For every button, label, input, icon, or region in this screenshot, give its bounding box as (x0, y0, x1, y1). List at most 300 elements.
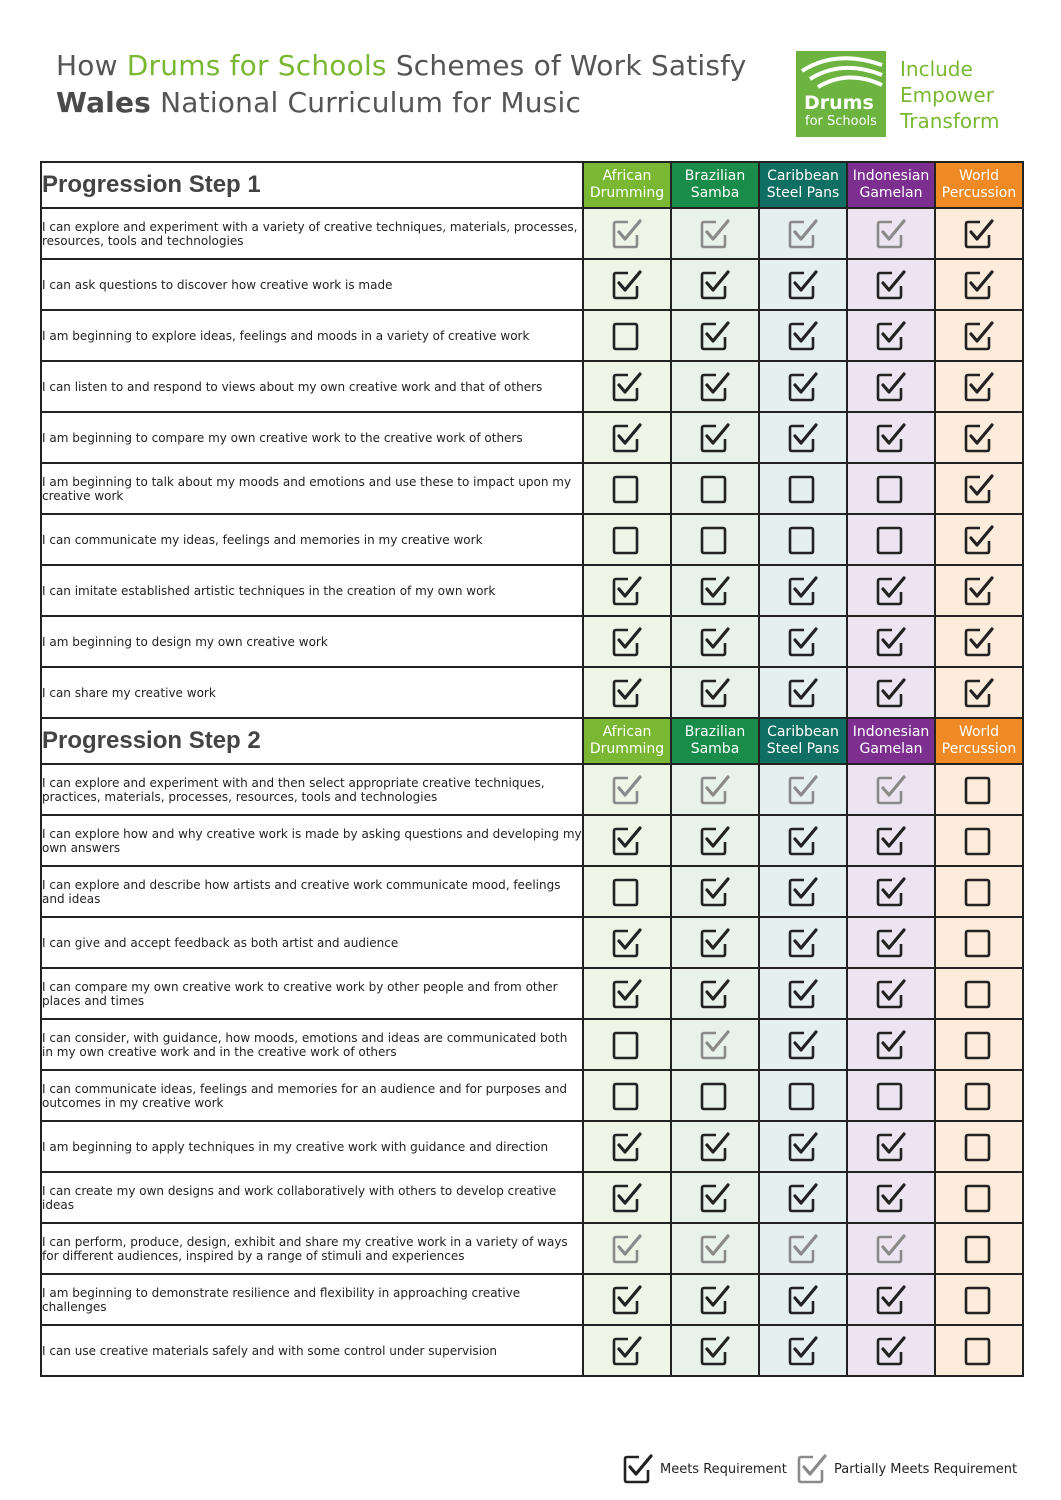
meets-check-icon (699, 677, 731, 709)
criterion-text: I am beginning to compare my own creative work to the creative work of others (41, 412, 583, 463)
empty-box-icon (875, 1080, 907, 1112)
status-cell-carib (759, 764, 847, 815)
status-cell-brazil (671, 259, 759, 310)
empty-box-icon (699, 473, 731, 505)
status-cell-african (583, 259, 671, 310)
status-cell-african (583, 917, 671, 968)
criterion-text: I can ask questions to discover how creative work is made (41, 259, 583, 310)
status-cell-carib (759, 565, 847, 616)
status-cell-world (935, 361, 1023, 412)
meets-check-icon (787, 422, 819, 454)
meets-check-icon (699, 371, 731, 403)
meets-check-icon (875, 876, 907, 908)
table-row (41, 463, 1023, 514)
empty-box-icon (787, 1080, 819, 1112)
meets-check-icon (699, 1335, 731, 1367)
table-row (41, 815, 1023, 866)
column-header-line: Steel Pans (766, 741, 840, 757)
progression-step-title: Progression Step 2 (41, 718, 583, 764)
meets-check-icon (875, 320, 907, 352)
status-cell-indo (847, 866, 935, 917)
status-cell-indo (847, 259, 935, 310)
meets-check-icon (611, 371, 643, 403)
table-row (41, 1019, 1023, 1070)
status-cell-indo (847, 815, 935, 866)
status-cell-brazil (671, 514, 759, 565)
status-cell-indo (847, 1223, 935, 1274)
column-header-line: Percussion (941, 185, 1017, 201)
column-header-line: Gamelan (859, 741, 923, 757)
status-cell-african (583, 1325, 671, 1376)
table-row (41, 866, 1023, 917)
legend-partial (796, 1453, 1017, 1485)
meets-check-icon (787, 371, 819, 403)
table-row (41, 1121, 1023, 1172)
meets-check-icon (875, 1131, 907, 1163)
status-cell-indo (847, 514, 935, 565)
table-row (41, 917, 1023, 968)
status-cell-carib (759, 412, 847, 463)
empty-box-icon (787, 473, 819, 505)
status-cell-indo (847, 208, 935, 259)
column-header-line: African (602, 724, 652, 740)
column-header-carib (759, 162, 847, 208)
column-header-carib (759, 718, 847, 764)
status-cell-brazil (671, 463, 759, 514)
meets-check-icon (787, 677, 819, 709)
status-cell-world (935, 259, 1023, 310)
meets-check-icon (875, 1335, 907, 1367)
meets-check-icon (963, 473, 995, 505)
criterion-text: I can create my own designs and work collaboratively with others to develop creative ideas (41, 1172, 583, 1223)
criterion-text: I can imitate established artistic techniques in the creation of my own work (41, 565, 583, 616)
empty-box-icon (963, 927, 995, 959)
section-header (41, 162, 1023, 208)
meets-check-icon (699, 575, 731, 607)
status-cell-brazil (671, 1070, 759, 1121)
status-cell-brazil (671, 1172, 759, 1223)
meets-check-icon (699, 320, 731, 352)
column-header-line: Brazilian (684, 168, 746, 184)
status-cell-world (935, 917, 1023, 968)
status-cell-indo (847, 463, 935, 514)
status-cell-carib (759, 616, 847, 667)
title-line-2 (56, 84, 776, 122)
status-cell-carib (759, 1274, 847, 1325)
table-row (41, 310, 1023, 361)
status-cell-carib (759, 259, 847, 310)
legend-meets-label: Meets Requirement (660, 1461, 787, 1477)
tagline-transform: Transform (900, 109, 1000, 133)
meets-check-icon (611, 575, 643, 607)
status-cell-world (935, 764, 1023, 815)
meets-check-icon (787, 626, 819, 658)
partial-check-icon (796, 1453, 828, 1485)
status-cell-carib (759, 1019, 847, 1070)
status-cell-world (935, 1172, 1023, 1223)
empty-box-icon (963, 825, 995, 857)
status-cell-brazil (671, 310, 759, 361)
title-line-1 (56, 48, 776, 84)
status-cell-brazil (671, 1325, 759, 1376)
status-cell-indo (847, 1070, 935, 1121)
status-cell-indo (847, 917, 935, 968)
status-cell-indo (847, 412, 935, 463)
status-cell-carib (759, 1172, 847, 1223)
empty-box-icon (963, 774, 995, 806)
logo-swoosh-icon (796, 51, 886, 95)
status-cell-african (583, 866, 671, 917)
status-cell-brazil (671, 208, 759, 259)
status-cell-world (935, 815, 1023, 866)
status-cell-brazil (671, 866, 759, 917)
column-header-line: World (958, 724, 1000, 740)
meets-check-icon (875, 269, 907, 301)
column-header-line: Percussion (941, 741, 1017, 757)
meets-check-icon (611, 269, 643, 301)
empty-box-icon (963, 1335, 995, 1367)
meets-check-icon (611, 1131, 643, 1163)
partial-check-icon (611, 1233, 643, 1265)
empty-box-icon (963, 1029, 995, 1061)
status-cell-carib (759, 1070, 847, 1121)
status-cell-world (935, 968, 1023, 1019)
status-cell-brazil (671, 764, 759, 815)
criterion-text: I can perform, produce, design, exhibit and share my creative work in a variety of ways for different audiences, inspired by a range of stimuli and experiences (41, 1223, 583, 1274)
meets-check-icon (611, 978, 643, 1010)
title-wales: Wales (56, 86, 152, 119)
criterion-text: I can communicate my ideas, feelings and memories in my creative work (41, 514, 583, 565)
status-cell-world (935, 1223, 1023, 1274)
table-row (41, 968, 1023, 1019)
criterion-text: I am beginning to talk about my moods and emotions and use these to impact upon my creative work (41, 463, 583, 514)
tagline-empower: Empower (900, 83, 994, 107)
status-cell-carib (759, 310, 847, 361)
criterion-text: I can explore how and why creative work is made by asking questions and developing my own answers (41, 815, 583, 866)
status-cell-indo (847, 968, 935, 1019)
meets-check-icon (699, 1182, 731, 1214)
table-row (41, 361, 1023, 412)
status-cell-african (583, 565, 671, 616)
criterion-text: I can consider, with guidance, how moods, emotions and ideas are communicated both in my own creative work and in the creative work of others (41, 1019, 583, 1070)
partial-check-icon (699, 218, 731, 250)
status-cell-carib (759, 514, 847, 565)
status-cell-brazil (671, 412, 759, 463)
status-cell-indo (847, 667, 935, 718)
meets-check-icon (611, 1182, 643, 1214)
column-header-african (583, 162, 671, 208)
meets-check-icon (963, 218, 995, 250)
legend-meets (622, 1453, 787, 1485)
status-cell-world (935, 565, 1023, 616)
meets-check-icon (787, 978, 819, 1010)
partial-check-icon (787, 1233, 819, 1265)
table-row (41, 259, 1023, 310)
meets-check-icon (963, 320, 995, 352)
status-cell-carib (759, 208, 847, 259)
meets-check-icon (611, 825, 643, 857)
column-header-world (935, 718, 1023, 764)
status-cell-world (935, 514, 1023, 565)
table-row (41, 667, 1023, 718)
status-cell-carib (759, 968, 847, 1019)
meets-check-icon (611, 1284, 643, 1316)
criterion-text: I am beginning to design my own creative work (41, 616, 583, 667)
status-cell-world (935, 1070, 1023, 1121)
status-cell-indo (847, 565, 935, 616)
status-cell-african (583, 208, 671, 259)
meets-check-icon (875, 1029, 907, 1061)
partial-check-icon (611, 218, 643, 250)
criterion-text: I can explore and experiment with a variety of creative techniques, materials, processes, resources, tools and technologies (41, 208, 583, 259)
meets-check-icon (875, 1284, 907, 1316)
meets-check-icon (611, 422, 643, 454)
column-header-line: Caribbean (767, 168, 839, 184)
status-cell-brazil (671, 1121, 759, 1172)
meets-check-icon (622, 1453, 654, 1485)
tagline (900, 56, 999, 134)
meets-check-icon (875, 927, 907, 959)
criterion-text: I can communicate ideas, feelings and memories for an audience and for purposes and outcomes in my creative work (41, 1070, 583, 1121)
status-cell-african (583, 1121, 671, 1172)
meets-check-icon (875, 825, 907, 857)
partial-check-icon (611, 774, 643, 806)
criterion-text: I am beginning to demonstrate resilience and flexibility in approaching creative challenges (41, 1274, 583, 1325)
table-row (41, 1070, 1023, 1121)
meets-check-icon (611, 626, 643, 658)
meets-check-icon (875, 422, 907, 454)
status-cell-brazil (671, 968, 759, 1019)
criterion-text: I can give and accept feedback as both artist and audience (41, 917, 583, 968)
meets-check-icon (875, 978, 907, 1010)
criterion-text: I can explore and experiment with and then select appropriate creative techniques, practices, materials, processes, resources, tools and technologies (41, 764, 583, 815)
meets-check-icon (611, 677, 643, 709)
drums-for-schools-logo (796, 51, 886, 137)
table-row (41, 208, 1023, 259)
empty-box-icon (611, 1029, 643, 1061)
column-header-indo (847, 718, 935, 764)
table-row (41, 565, 1023, 616)
status-cell-carib (759, 1121, 847, 1172)
status-cell-african (583, 1223, 671, 1274)
column-header-line: Gamelan (859, 185, 923, 201)
meets-check-icon (699, 825, 731, 857)
status-cell-african (583, 1274, 671, 1325)
partial-check-icon (699, 774, 731, 806)
table-row (41, 514, 1023, 565)
status-cell-carib (759, 917, 847, 968)
column-header-line: Steel Pans (766, 185, 840, 201)
criterion-text: I can explore and describe how artists and creative work communicate mood, feelings and ideas (41, 866, 583, 917)
status-cell-african (583, 667, 671, 718)
status-cell-brazil (671, 667, 759, 718)
column-header-line: Brazilian (684, 724, 746, 740)
table-row (41, 412, 1023, 463)
status-cell-african (583, 1070, 671, 1121)
tagline-include: Include (900, 57, 973, 81)
meets-check-icon (611, 927, 643, 959)
status-cell-world (935, 463, 1023, 514)
empty-box-icon (875, 473, 907, 505)
status-cell-world (935, 310, 1023, 361)
meets-check-icon (963, 575, 995, 607)
status-cell-african (583, 310, 671, 361)
meets-check-icon (787, 320, 819, 352)
status-cell-world (935, 208, 1023, 259)
column-header-indo (847, 162, 935, 208)
empty-box-icon (875, 524, 907, 556)
column-header-line: World (958, 168, 1000, 184)
status-cell-african (583, 616, 671, 667)
partial-check-icon (875, 1233, 907, 1265)
status-cell-brazil (671, 616, 759, 667)
meets-check-icon (787, 825, 819, 857)
partial-check-icon (787, 774, 819, 806)
meets-check-icon (699, 1131, 731, 1163)
empty-box-icon (963, 876, 995, 908)
empty-box-icon (787, 524, 819, 556)
table-row (41, 764, 1023, 815)
meets-check-icon (787, 1284, 819, 1316)
meets-check-icon (875, 371, 907, 403)
section-header (41, 718, 1023, 764)
status-cell-african (583, 1172, 671, 1223)
criterion-text: I can use creative materials safely and with some control under supervision (41, 1325, 583, 1376)
meets-check-icon (787, 876, 819, 908)
column-header-brazil (671, 162, 759, 208)
empty-box-icon (963, 1284, 995, 1316)
criterion-text: I am beginning to apply techniques in my creative work with guidance and direction (41, 1121, 583, 1172)
column-header-line: Samba (690, 185, 740, 201)
meets-check-icon (875, 677, 907, 709)
status-cell-carib (759, 361, 847, 412)
empty-box-icon (963, 1080, 995, 1112)
status-cell-world (935, 1121, 1023, 1172)
table-row (41, 616, 1023, 667)
status-cell-african (583, 463, 671, 514)
partial-check-icon (875, 218, 907, 250)
status-cell-african (583, 968, 671, 1019)
status-cell-african (583, 361, 671, 412)
criterion-text: I can listen to and respond to views about my own creative work and that of others (41, 361, 583, 412)
meets-check-icon (787, 1335, 819, 1367)
meets-check-icon (699, 1284, 731, 1316)
legend-partial-label: Partially Meets Requirement (834, 1461, 1018, 1477)
title-text: Schemes of Work Satisfy (386, 49, 747, 82)
column-header-line: Samba (690, 741, 740, 757)
column-header-line: Indonesian (852, 724, 930, 740)
status-cell-african (583, 764, 671, 815)
partial-check-icon (875, 774, 907, 806)
meets-check-icon (699, 876, 731, 908)
status-cell-world (935, 616, 1023, 667)
status-cell-indo (847, 1274, 935, 1325)
status-cell-carib (759, 667, 847, 718)
status-cell-brazil (671, 917, 759, 968)
table-row (41, 1274, 1023, 1325)
status-cell-carib (759, 1325, 847, 1376)
meets-check-icon (787, 269, 819, 301)
empty-box-icon (963, 1182, 995, 1214)
status-cell-carib (759, 866, 847, 917)
status-cell-indo (847, 361, 935, 412)
status-cell-world (935, 1274, 1023, 1325)
status-cell-carib (759, 815, 847, 866)
meets-check-icon (963, 677, 995, 709)
status-cell-indo (847, 1172, 935, 1223)
empty-box-icon (699, 524, 731, 556)
status-cell-indo (847, 1019, 935, 1070)
empty-box-icon (963, 978, 995, 1010)
empty-box-icon (699, 1080, 731, 1112)
title-text: How (56, 49, 127, 82)
status-cell-indo (847, 1325, 935, 1376)
empty-box-icon (611, 473, 643, 505)
partial-check-icon (787, 218, 819, 250)
criterion-text: I can compare my own creative work to creative work by other people and from other places and times (41, 968, 583, 1019)
column-header-line: Drumming (589, 741, 665, 757)
status-cell-indo (847, 310, 935, 361)
meets-check-icon (611, 1335, 643, 1367)
column-header-line: African (602, 168, 652, 184)
meets-check-icon (787, 1029, 819, 1061)
status-cell-brazil (671, 361, 759, 412)
meets-check-icon (875, 626, 907, 658)
status-cell-indo (847, 1121, 935, 1172)
meets-check-icon (699, 269, 731, 301)
status-cell-african (583, 815, 671, 866)
status-cell-world (935, 866, 1023, 917)
empty-box-icon (963, 1233, 995, 1265)
empty-box-icon (611, 1080, 643, 1112)
meets-check-icon (699, 422, 731, 454)
status-cell-world (935, 1325, 1023, 1376)
status-cell-world (935, 667, 1023, 718)
meets-check-icon (963, 269, 995, 301)
logo-drums: Drums (804, 92, 874, 114)
meets-check-icon (963, 626, 995, 658)
partial-check-icon (699, 1233, 731, 1265)
column-header-african (583, 718, 671, 764)
meets-check-icon (963, 422, 995, 454)
table-row (41, 1172, 1023, 1223)
status-cell-african (583, 514, 671, 565)
empty-box-icon (611, 524, 643, 556)
meets-check-icon (875, 575, 907, 607)
meets-check-icon (787, 1131, 819, 1163)
status-cell-brazil (671, 1223, 759, 1274)
status-cell-carib (759, 1223, 847, 1274)
document-title (56, 48, 776, 122)
title-brand: Drums for Schools (126, 49, 387, 82)
partial-check-icon (699, 1029, 731, 1061)
column-header-line: Caribbean (767, 724, 839, 740)
status-cell-indo (847, 764, 935, 815)
status-cell-african (583, 412, 671, 463)
meets-check-icon (699, 626, 731, 658)
status-cell-brazil (671, 1019, 759, 1070)
logo-for-schools: for Schools (805, 114, 877, 129)
status-cell-brazil (671, 565, 759, 616)
table-row (41, 1223, 1023, 1274)
empty-box-icon (963, 1131, 995, 1163)
meets-check-icon (787, 927, 819, 959)
meets-check-icon (699, 927, 731, 959)
meets-check-icon (963, 371, 995, 403)
meets-check-icon (963, 524, 995, 556)
status-cell-brazil (671, 815, 759, 866)
meets-check-icon (875, 1182, 907, 1214)
